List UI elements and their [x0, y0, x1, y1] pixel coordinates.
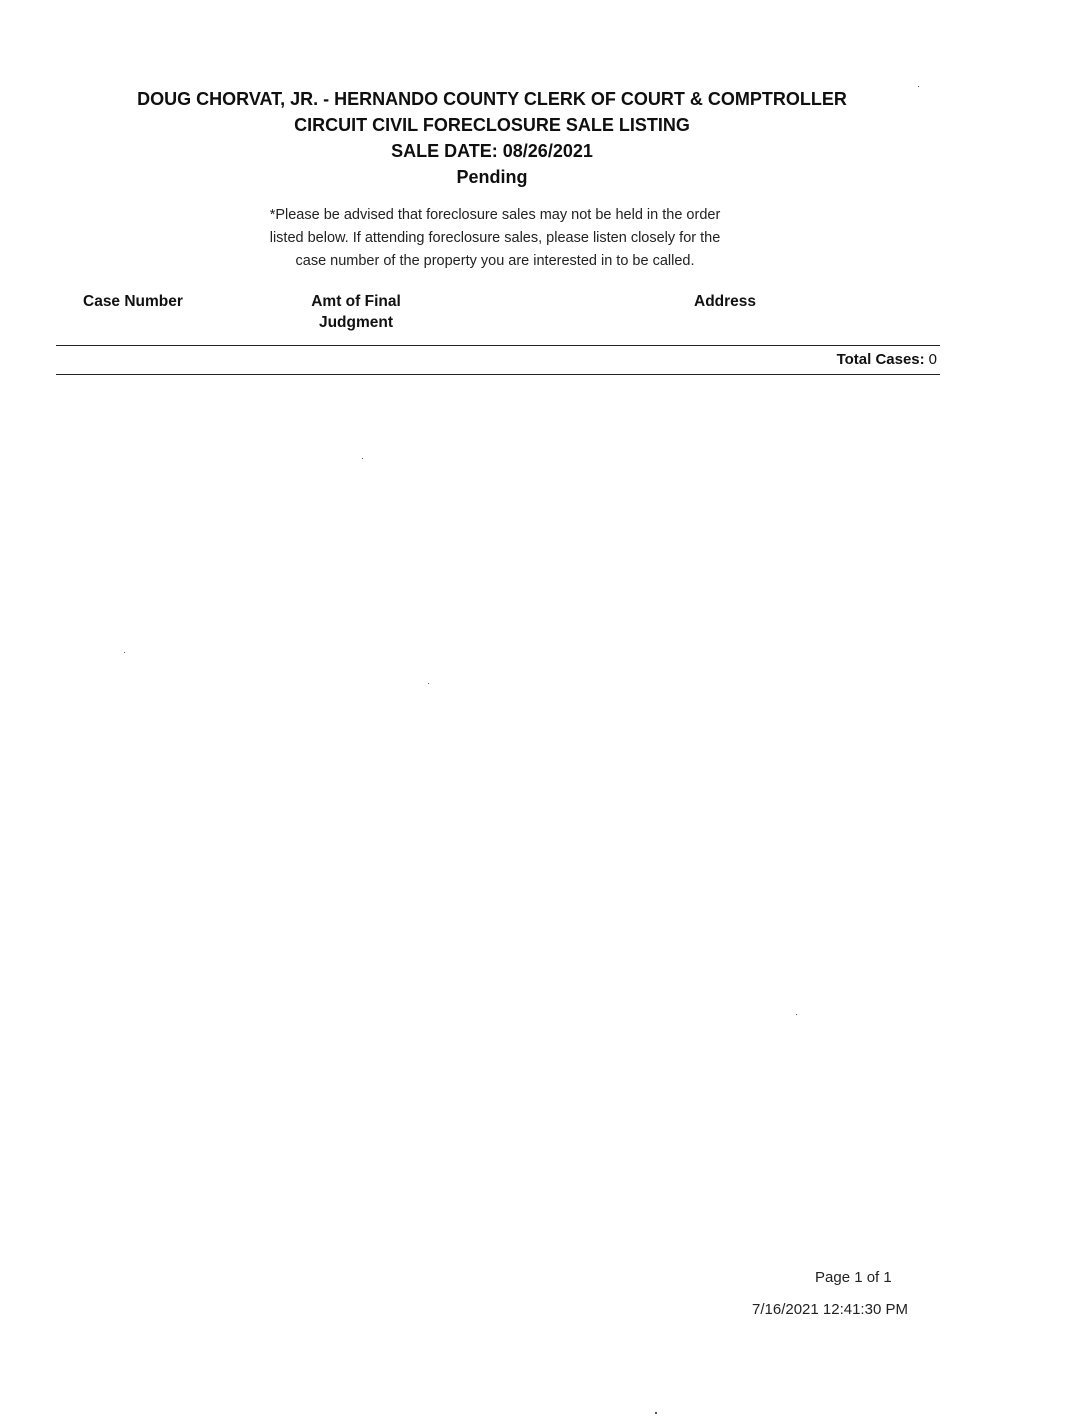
listing-status: Pending: [456, 167, 528, 187]
column-header-amount-line2: Judgment: [318, 314, 394, 331]
total-cases-label: Total Cases:: [836, 351, 925, 368]
notice-line: case number of the property you are interested in to be called.: [295, 253, 695, 269]
total-cases: [837, 350, 937, 370]
sale-order-notice: [220, 204, 770, 273]
notice-line: listed below. If attending foreclosure sales, please listen closely for the: [269, 230, 721, 246]
scan-speck: [124, 652, 125, 653]
scan-speck: [655, 1412, 657, 1414]
scan-speck: [796, 1014, 797, 1015]
document-header: [0, 86, 984, 190]
table-divider-top: [56, 345, 940, 346]
column-header-case-number: Case Number: [83, 293, 183, 310]
print-timestamp: 7/16/2021 12:41:30 PM: [752, 1301, 908, 1318]
listing-title: CIRCUIT CIVIL FORECLOSURE SALE LISTING: [294, 115, 690, 135]
scan-speck: [428, 683, 429, 684]
column-header-amount: [300, 291, 412, 333]
total-cases-value: 0: [928, 351, 937, 368]
notice-line: *Please be advised that foreclosure sales may not be held in the order: [269, 207, 721, 223]
scan-speck: [362, 458, 363, 459]
scan-speck: [918, 86, 919, 87]
table-divider-bottom: [56, 374, 940, 375]
clerk-title: DOUG CHORVAT, JR. - HERNANDO COUNTY CLERK OF COURT & COMPTROLLER: [137, 89, 847, 109]
sale-date: SALE DATE: 08/26/2021: [391, 141, 593, 161]
page-number: Page 1 of 1: [815, 1269, 892, 1286]
column-header-address: Address: [694, 293, 757, 310]
column-header-amount-line1: Amt of Final: [311, 293, 401, 310]
